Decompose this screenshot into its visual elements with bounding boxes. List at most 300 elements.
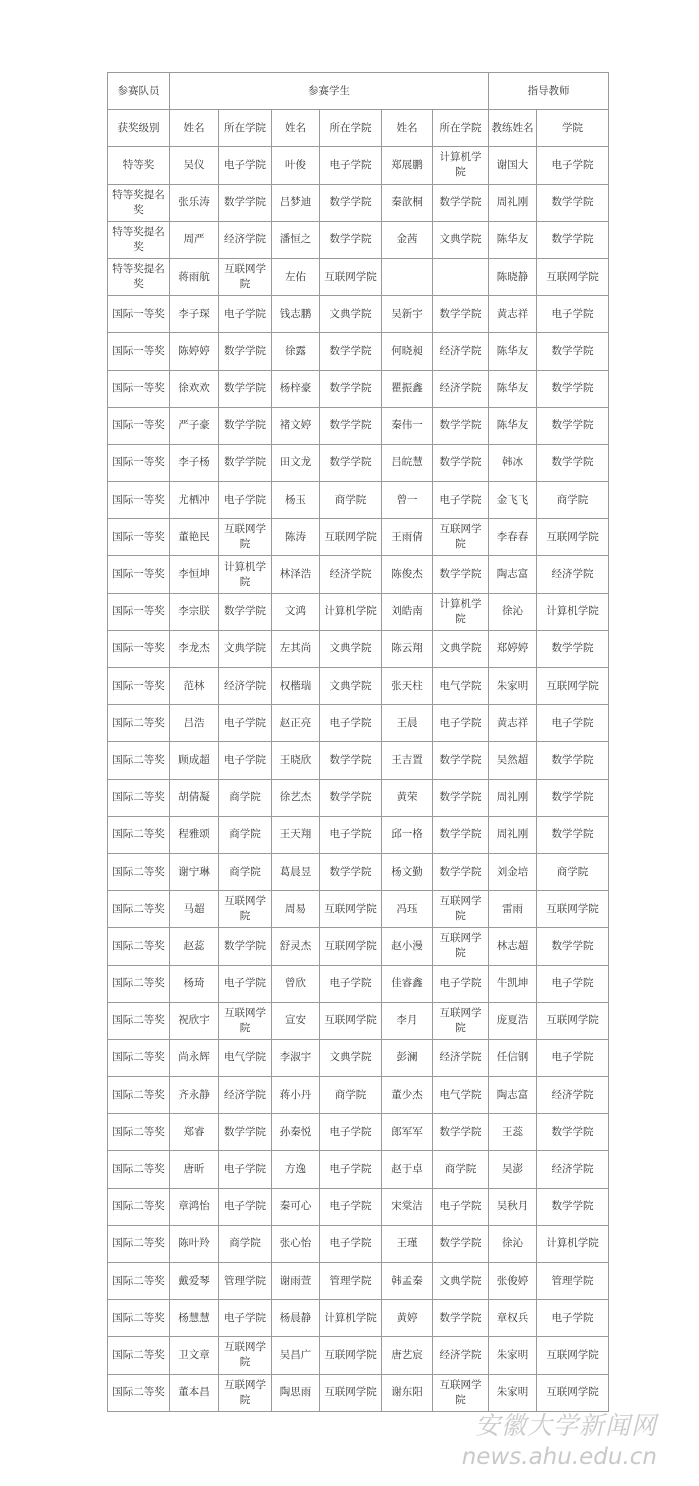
table-cell: 电子学院 — [537, 1300, 609, 1337]
table-row — [108, 407, 609, 444]
table-cell: 周礼刚 — [489, 779, 537, 816]
table-cell: 数学学院 — [433, 816, 489, 853]
table-cell: 潘恒之 — [272, 221, 320, 258]
table-row — [108, 816, 609, 853]
table-cell: 郎军军 — [382, 1114, 433, 1151]
table-cell: 吴然超 — [489, 742, 537, 779]
table-cell: 经济学院 — [537, 1151, 609, 1188]
table-cell: 李恒坤 — [170, 556, 219, 593]
table-cell: 陈晓静 — [489, 258, 537, 295]
table-cell: 葛晨昱 — [272, 853, 320, 890]
table-cell: 王吉置 — [382, 742, 433, 779]
table-cell: 互联网学院 — [320, 1374, 382, 1411]
table-row — [108, 296, 609, 333]
table-cell: 董本昌 — [170, 1374, 219, 1411]
table-cell: 互联网学院 — [433, 519, 489, 556]
table-row — [108, 258, 609, 295]
table-cell: 数学学院 — [219, 333, 272, 370]
table-cell: 邱一格 — [382, 816, 433, 853]
table-cell: 数学学院 — [537, 333, 609, 370]
subheader-cell: 获奖级别 — [108, 110, 170, 147]
award-level-cell: 特等奖提名奖 — [108, 184, 170, 221]
table-cell: 董少杰 — [382, 1077, 433, 1114]
table-cell: 互联网学院 — [433, 1374, 489, 1411]
table-cell: 数学学院 — [537, 816, 609, 853]
table-cell: 电子学院 — [320, 1225, 382, 1262]
table-row — [108, 1263, 609, 1300]
table-cell: 陈涛 — [272, 519, 320, 556]
table-cell: 互联网学院 — [320, 258, 382, 295]
table-cell: 电子学院 — [320, 1114, 382, 1151]
award-level-cell: 国际二等奖 — [108, 742, 170, 779]
table-cell: 电子学院 — [537, 965, 609, 1002]
table-cell: 电子学院 — [433, 482, 489, 519]
table-cell: 黄荣 — [382, 779, 433, 816]
table-cell: 张俊婷 — [489, 1263, 537, 1300]
table-cell: 吕皖慧 — [382, 444, 433, 481]
table-row — [108, 1337, 609, 1374]
table-cell: 陈俊杰 — [382, 556, 433, 593]
table-cell: 张心怡 — [272, 1225, 320, 1262]
table-row — [108, 1039, 609, 1076]
table-cell: 商学院 — [219, 779, 272, 816]
table-row — [108, 668, 609, 705]
table-cell: 陈华友 — [489, 370, 537, 407]
table-cell: 朱家明 — [489, 668, 537, 705]
award-table — [107, 72, 609, 1412]
table-cell: 商学院 — [320, 482, 382, 519]
table-cell: 电子学院 — [320, 965, 382, 1002]
table-cell: 金茜 — [382, 221, 433, 258]
watermark — [462, 1410, 657, 1472]
table-cell: 尤栖冲 — [170, 482, 219, 519]
award-level-cell: 特等奖 — [108, 147, 170, 184]
table-cell: 庞夏浩 — [489, 1002, 537, 1039]
award-level-cell: 国际一等奖 — [108, 296, 170, 333]
table-row — [108, 184, 609, 221]
subheader-cell: 姓名 — [272, 110, 320, 147]
table-cell: 电气学院 — [219, 1039, 272, 1076]
table-cell: 吴昌广 — [272, 1337, 320, 1374]
table-cell: 计算机学院 — [433, 147, 489, 184]
award-level-cell: 国际二等奖 — [108, 965, 170, 1002]
table-cell: 数学学院 — [219, 407, 272, 444]
table-row — [108, 147, 609, 184]
table-cell: 张天柱 — [382, 668, 433, 705]
table-cell: 经济学院 — [537, 1077, 609, 1114]
table-cell: 严子豪 — [170, 407, 219, 444]
table-cell: 文典学院 — [320, 630, 382, 667]
table-cell: 郑婷婷 — [489, 630, 537, 667]
table-cell: 数学学院 — [433, 1300, 489, 1337]
header-teachers: 指导教师 — [489, 73, 609, 110]
table-cell: 左其尚 — [272, 630, 320, 667]
table-cell: 彭澜 — [382, 1039, 433, 1076]
table-cell: 王晓欣 — [272, 742, 320, 779]
table-cell: 互联网学院 — [320, 891, 382, 928]
table-cell: 电子学院 — [219, 742, 272, 779]
table-cell: 徐沁 — [489, 1225, 537, 1262]
table-row — [108, 742, 609, 779]
subheader-cell: 所在学院 — [219, 110, 272, 147]
table-cell: 章鸿怡 — [170, 1188, 219, 1225]
table-cell: 经济学院 — [433, 370, 489, 407]
table-cell: 文典学院 — [320, 1039, 382, 1076]
table-row — [108, 1300, 609, 1337]
table-cell: 陈婷婷 — [170, 333, 219, 370]
table-cell: 赵小漫 — [382, 928, 433, 965]
table-cell: 互联网学院 — [219, 258, 272, 295]
table-cell: 周礼刚 — [489, 184, 537, 221]
table-cell: 陈华友 — [489, 221, 537, 258]
table-cell: 谢宁琳 — [170, 853, 219, 890]
table-cell: 互联网学院 — [537, 891, 609, 928]
award-level-cell: 国际二等奖 — [108, 816, 170, 853]
table-cell: 数学学院 — [320, 370, 382, 407]
table-cell: 韩冰 — [489, 444, 537, 481]
table-cell: 董艳民 — [170, 519, 219, 556]
table-cell: 电子学院 — [219, 482, 272, 519]
table-cell: 戴爱琴 — [170, 1263, 219, 1300]
table-cell: 数学学院 — [320, 742, 382, 779]
table-cell: 数学学院 — [219, 444, 272, 481]
table-cell: 数学学院 — [219, 184, 272, 221]
table-cell: 数学学院 — [537, 630, 609, 667]
table-row — [108, 779, 609, 816]
table-cell: 互联网学院 — [537, 1337, 609, 1374]
award-level-cell: 国际一等奖 — [108, 556, 170, 593]
table-row — [108, 891, 609, 928]
table-cell: 数学学院 — [433, 184, 489, 221]
table-cell: 吕梦迪 — [272, 184, 320, 221]
table-cell: 瞿振鑫 — [382, 370, 433, 407]
table-cell: 陈华友 — [489, 407, 537, 444]
award-level-cell: 国际二等奖 — [108, 1151, 170, 1188]
table-cell: 方逸 — [272, 1151, 320, 1188]
table-cell: 胡倩凝 — [170, 779, 219, 816]
table-cell: 数学学院 — [537, 221, 609, 258]
table-cell: 互联网学院 — [537, 519, 609, 556]
award-level-cell: 国际二等奖 — [108, 853, 170, 890]
table-cell: 商学院 — [219, 853, 272, 890]
award-level-cell: 国际二等奖 — [108, 1188, 170, 1225]
award-level-cell: 国际二等奖 — [108, 891, 170, 928]
table-cell: 舒灵杰 — [272, 928, 320, 965]
table-cell: 张乐涛 — [170, 184, 219, 221]
table-row — [108, 1188, 609, 1225]
award-level-cell: 国际二等奖 — [108, 1225, 170, 1262]
award-level-cell: 国际二等奖 — [108, 1374, 170, 1411]
table-cell: 互联网学院 — [433, 891, 489, 928]
table-cell: 电气学院 — [433, 668, 489, 705]
table-cell: 数学学院 — [433, 1114, 489, 1151]
table-cell: 曾一 — [382, 482, 433, 519]
award-level-cell: 国际二等奖 — [108, 1114, 170, 1151]
table-cell: 赵蕊 — [170, 928, 219, 965]
table-cell: 电子学院 — [219, 965, 272, 1002]
table-cell: 唐艺宸 — [382, 1337, 433, 1374]
table-cell: 数学学院 — [433, 779, 489, 816]
subheader-row — [108, 110, 609, 147]
table-cell: 徐艺杰 — [272, 779, 320, 816]
table-cell: 电子学院 — [219, 705, 272, 742]
table-cell: 孙秦悦 — [272, 1114, 320, 1151]
table-cell: 蒋雨航 — [170, 258, 219, 295]
table-row — [108, 593, 609, 630]
table-cell: 数学学院 — [433, 1225, 489, 1262]
table-cell: 黄志祥 — [489, 705, 537, 742]
table-cell: 经济学院 — [433, 1337, 489, 1374]
table-cell: 数学学院 — [320, 407, 382, 444]
table-cell: 杨琦 — [170, 965, 219, 1002]
award-level-cell: 国际一等奖 — [108, 407, 170, 444]
table-cell: 互联网学院 — [219, 1374, 272, 1411]
table-cell: 左佑 — [272, 258, 320, 295]
award-level-cell: 国际二等奖 — [108, 705, 170, 742]
table-cell: 互联网学院 — [219, 891, 272, 928]
table-cell: 杨慧慧 — [170, 1300, 219, 1337]
table-cell: 数学学院 — [219, 928, 272, 965]
table-cell: 郑睿 — [170, 1114, 219, 1151]
table-cell: 曾欣 — [272, 965, 320, 1002]
table-cell: 数学学院 — [433, 444, 489, 481]
table-cell: 数学学院 — [219, 593, 272, 630]
table-cell: 韩孟秦 — [382, 1263, 433, 1300]
table-cell: 数学学院 — [219, 1114, 272, 1151]
table-cell: 数学学院 — [433, 742, 489, 779]
table-cell: 数学学院 — [433, 853, 489, 890]
award-level-cell: 国际一等奖 — [108, 444, 170, 481]
table-cell: 数学学院 — [537, 184, 609, 221]
table-cell: 互联网学院 — [537, 1002, 609, 1039]
table-cell: 任信钢 — [489, 1039, 537, 1076]
watermark-line1: 安徽大学新闻网 — [474, 1411, 657, 1440]
table-cell: 互联网学院 — [537, 668, 609, 705]
table-cell: 数学学院 — [320, 184, 382, 221]
table-cell: 秦可心 — [272, 1188, 320, 1225]
table-row — [108, 556, 609, 593]
table-cell: 林志超 — [489, 928, 537, 965]
table-cell: 电子学院 — [320, 816, 382, 853]
table-cell: 数学学院 — [537, 779, 609, 816]
table-cell: 陶志富 — [489, 556, 537, 593]
table-cell: 电子学院 — [537, 296, 609, 333]
table-cell: 李子琛 — [170, 296, 219, 333]
table-row — [108, 853, 609, 890]
table-cell: 吴秋月 — [489, 1188, 537, 1225]
table-cell: 黄婷 — [382, 1300, 433, 1337]
table-cell: 文典学院 — [433, 1263, 489, 1300]
table-cell: 数学学院 — [537, 444, 609, 481]
table-cell: 程雅颂 — [170, 816, 219, 853]
award-level-cell: 特等奖提名奖 — [108, 258, 170, 295]
table-row — [108, 482, 609, 519]
header-team: 参赛队员 — [108, 73, 170, 110]
table-cell: 卫文章 — [170, 1337, 219, 1374]
table-cell: 陈云翔 — [382, 630, 433, 667]
table-cell: 林泽浩 — [272, 556, 320, 593]
table-cell: 王晨 — [382, 705, 433, 742]
subheader-cell: 学院 — [537, 110, 609, 147]
table-cell: 牛凯坤 — [489, 965, 537, 1002]
table-cell: 电子学院 — [537, 147, 609, 184]
table-cell: 郑展鹏 — [382, 147, 433, 184]
table-cell: 王雨倩 — [382, 519, 433, 556]
table-cell: 经济学院 — [433, 333, 489, 370]
table-cell: 数学学院 — [537, 407, 609, 444]
table-cell: 谢国大 — [489, 147, 537, 184]
table-cell: 陈叶羚 — [170, 1225, 219, 1262]
table-cell: 顾成超 — [170, 742, 219, 779]
table-cell: 赵正亮 — [272, 705, 320, 742]
table-cell: 吴仪 — [170, 147, 219, 184]
award-level-cell: 国际一等奖 — [108, 668, 170, 705]
table-cell: 电子学院 — [537, 705, 609, 742]
table-cell: 文典学院 — [219, 630, 272, 667]
table-cell: 金飞飞 — [489, 482, 537, 519]
table-cell: 经济学院 — [320, 556, 382, 593]
table-cell: 文典学院 — [320, 296, 382, 333]
table-cell: 王蕊 — [489, 1114, 537, 1151]
table-row — [108, 1002, 609, 1039]
table-cell: 朱家明 — [489, 1374, 537, 1411]
award-level-cell: 国际二等奖 — [108, 1039, 170, 1076]
table-cell: 陈华友 — [489, 333, 537, 370]
table-cell: 商学院 — [433, 1151, 489, 1188]
table-cell: 叶俊 — [272, 147, 320, 184]
table-cell: 数学学院 — [537, 1114, 609, 1151]
table-cell: 互联网学院 — [433, 1002, 489, 1039]
table-cell: 经济学院 — [537, 556, 609, 593]
table-cell: 数学学院 — [433, 556, 489, 593]
table-cell: 数学学院 — [537, 928, 609, 965]
table-cell: 电子学院 — [433, 1188, 489, 1225]
table-cell: 刘皓南 — [382, 593, 433, 630]
table-cell: 计算机学院 — [219, 556, 272, 593]
table-cell: 商学院 — [320, 1077, 382, 1114]
table-cell: 徐露 — [272, 333, 320, 370]
award-level-cell: 国际二等奖 — [108, 779, 170, 816]
table-cell: 齐永静 — [170, 1077, 219, 1114]
table-cell: 管理学院 — [320, 1263, 382, 1300]
table-cell: 文典学院 — [433, 221, 489, 258]
award-level-cell: 国际二等奖 — [108, 1263, 170, 1300]
table-cell: 赵于卓 — [382, 1151, 433, 1188]
table-cell: 尚永辉 — [170, 1039, 219, 1076]
table-cell: 秦歆桐 — [382, 184, 433, 221]
table-cell: 谢雨萱 — [272, 1263, 320, 1300]
table-cell: 电子学院 — [219, 1300, 272, 1337]
table-cell: 计算机学院 — [433, 593, 489, 630]
table-cell: 权楷瑞 — [272, 668, 320, 705]
table-cell: 田文龙 — [272, 444, 320, 481]
table-cell: 蒋小丹 — [272, 1077, 320, 1114]
award-level-cell: 国际一等奖 — [108, 630, 170, 667]
table-row — [108, 630, 609, 667]
table-row — [108, 1374, 609, 1411]
award-level-cell: 国际一等奖 — [108, 519, 170, 556]
table-row — [108, 221, 609, 258]
table-cell: 数学学院 — [320, 221, 382, 258]
table-cell: 李龙杰 — [170, 630, 219, 667]
table-cell: 电子学院 — [320, 1188, 382, 1225]
table-cell — [433, 258, 489, 295]
table-row — [108, 705, 609, 742]
table-cell: 电气学院 — [433, 1077, 489, 1114]
award-level-cell: 国际一等奖 — [108, 370, 170, 407]
watermark-line2: news.ahu.edu.cn — [461, 1444, 657, 1470]
subheader-cell: 所在学院 — [320, 110, 382, 147]
table-cell: 马超 — [170, 891, 219, 928]
table-cell: 电子学院 — [219, 1188, 272, 1225]
award-level-cell: 国际二等奖 — [108, 1300, 170, 1337]
table-cell: 周易 — [272, 891, 320, 928]
table-cell: 计算机学院 — [320, 1300, 382, 1337]
table-cell: 徐沁 — [489, 593, 537, 630]
table-cell: 互联网学院 — [537, 258, 609, 295]
table-cell: 王天翔 — [272, 816, 320, 853]
table-cell: 李月 — [382, 1002, 433, 1039]
table-cell: 商学院 — [219, 816, 272, 853]
table-cell: 电子学院 — [219, 147, 272, 184]
table-cell: 杨文勤 — [382, 853, 433, 890]
award-level-cell: 国际二等奖 — [108, 1002, 170, 1039]
table-cell: 管理学院 — [219, 1263, 272, 1300]
table-cell: 祝欣宇 — [170, 1002, 219, 1039]
table-row — [108, 928, 609, 965]
table-cell: 朱家明 — [489, 1337, 537, 1374]
table-cell: 互联网学院 — [320, 519, 382, 556]
table-cell: 互联网学院 — [219, 519, 272, 556]
table-cell: 互联网学院 — [537, 1374, 609, 1411]
subheader-cell: 姓名 — [382, 110, 433, 147]
table-cell: 宋棠洁 — [382, 1188, 433, 1225]
table-row — [108, 1077, 609, 1114]
table-cell: 电子学院 — [537, 1039, 609, 1076]
table-cell: 计算机学院 — [320, 593, 382, 630]
subheader-cell: 教练姓名 — [489, 110, 537, 147]
table-cell: 王瑾 — [382, 1225, 433, 1262]
table-cell: 雷雨 — [489, 891, 537, 928]
table-cell: 周严 — [170, 221, 219, 258]
table-cell: 李淑宇 — [272, 1039, 320, 1076]
subheader-cell: 姓名 — [170, 110, 219, 147]
table-cell: 吕浩 — [170, 705, 219, 742]
table-cell: 李宗朕 — [170, 593, 219, 630]
subheader-cell: 所在学院 — [433, 110, 489, 147]
table-cell: 电子学院 — [433, 705, 489, 742]
table-cell: 商学院 — [537, 482, 609, 519]
table-cell: 徐欢欢 — [170, 370, 219, 407]
table-cell: 商学院 — [219, 1225, 272, 1262]
table-cell: 数学学院 — [320, 853, 382, 890]
table-cell: 佳睿鑫 — [382, 965, 433, 1002]
table-cell: 文典学院 — [320, 668, 382, 705]
table-cell: 冯珏 — [382, 891, 433, 928]
table-cell: 电子学院 — [219, 296, 272, 333]
table-cell: 电子学院 — [320, 705, 382, 742]
table-cell: 吴新宇 — [382, 296, 433, 333]
table-cell: 电子学院 — [320, 1151, 382, 1188]
table-cell: 互联网学院 — [433, 928, 489, 965]
award-level-cell: 国际二等奖 — [108, 928, 170, 965]
table-cell: 电子学院 — [433, 965, 489, 1002]
table-cell: 数学学院 — [537, 370, 609, 407]
table-cell: 章权兵 — [489, 1300, 537, 1337]
table-cell: 电子学院 — [219, 1151, 272, 1188]
table-cell: 互联网学院 — [320, 1002, 382, 1039]
table-cell: 数学学院 — [537, 1188, 609, 1225]
